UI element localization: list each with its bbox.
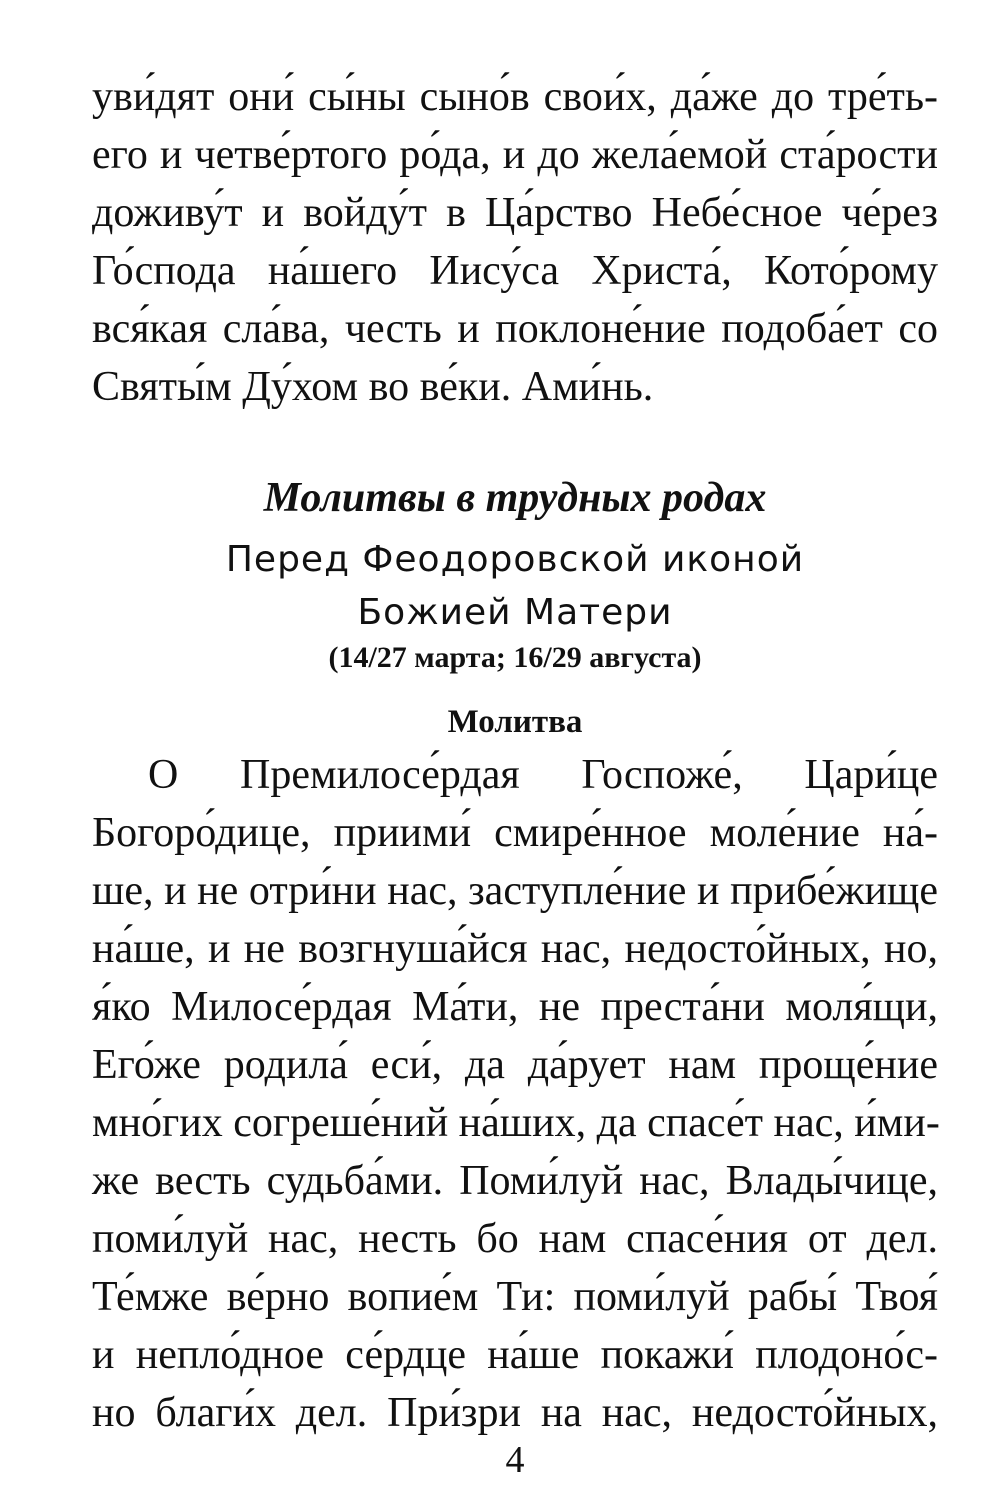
prayer-line: на́ше, и не возгнуша́йся нас, недосто́йных, но, bbox=[92, 926, 938, 972]
icon-title-line1: Перед Феодоровской иконой bbox=[225, 539, 805, 580]
intro-line: уви́дят они́ сы́ны сыно́в свои́х, да́же до тре́ть- bbox=[92, 74, 938, 120]
prayer-line: Богоро́дице, приими́ смире́нное моле́ние на́- bbox=[92, 810, 938, 856]
page-number: 4 bbox=[505, 1439, 525, 1481]
prayer-title: Молитва bbox=[447, 704, 583, 740]
intro-line: вся́кая сла́ва, честь и поклоне́ние подоба́ет со bbox=[92, 306, 938, 352]
intro-line: его и четве́ртого ро́да, и до жела́емой ста́рости bbox=[92, 132, 938, 178]
feast-dates: (14/27 марта; 16/29 августа) bbox=[328, 641, 702, 674]
prayer-line: Его́же родила́ еси́, да да́рует нам проще́ние bbox=[92, 1042, 938, 1088]
prayer-line: О Премилосе́рдая Госпоже́, Цари́це bbox=[148, 752, 938, 798]
intro-line: Го́спода на́шего Иису́са Христа́, Кото́рому bbox=[92, 248, 938, 294]
prayer-line: же весть судьба́ми. Поми́луй нас, Влады́чице, bbox=[92, 1158, 938, 1204]
icon-title-line2: Божией Матери bbox=[357, 592, 673, 633]
prayer-line: мно́гих согреше́ний на́ших, да спасе́т нас, и́ми- bbox=[92, 1100, 940, 1146]
prayer-line: и непло́дное се́рдце на́ше покажи́ плодоно́с- bbox=[92, 1332, 938, 1378]
book-page bbox=[92, 0, 938, 1488]
intro-line: Святы́м Ду́хом во ве́ки. Ами́нь. bbox=[92, 364, 654, 410]
prayer-line: Те́мже ве́рно вопие́м Ти: поми́луй рабы́ Твоя́ bbox=[92, 1274, 938, 1320]
prayer-line: поми́луй нас, несть бо нам спасе́ния от дел. bbox=[92, 1216, 938, 1262]
section-heading: Молитвы в трудных родах bbox=[263, 475, 767, 521]
prayer-line: но благи́х дел. При́зри на нас, недосто́йных, bbox=[92, 1390, 938, 1436]
prayer-line: я́ко Милосе́рдая Ма́ти, не преста́ни моля́щи, bbox=[92, 984, 938, 1030]
intro-line: доживу́т и войду́т в Ца́рство Небе́сное че́рез bbox=[92, 190, 938, 236]
prayer-line: ше, и не отри́ни нас, заступле́ние и прибе́жище bbox=[92, 868, 938, 914]
